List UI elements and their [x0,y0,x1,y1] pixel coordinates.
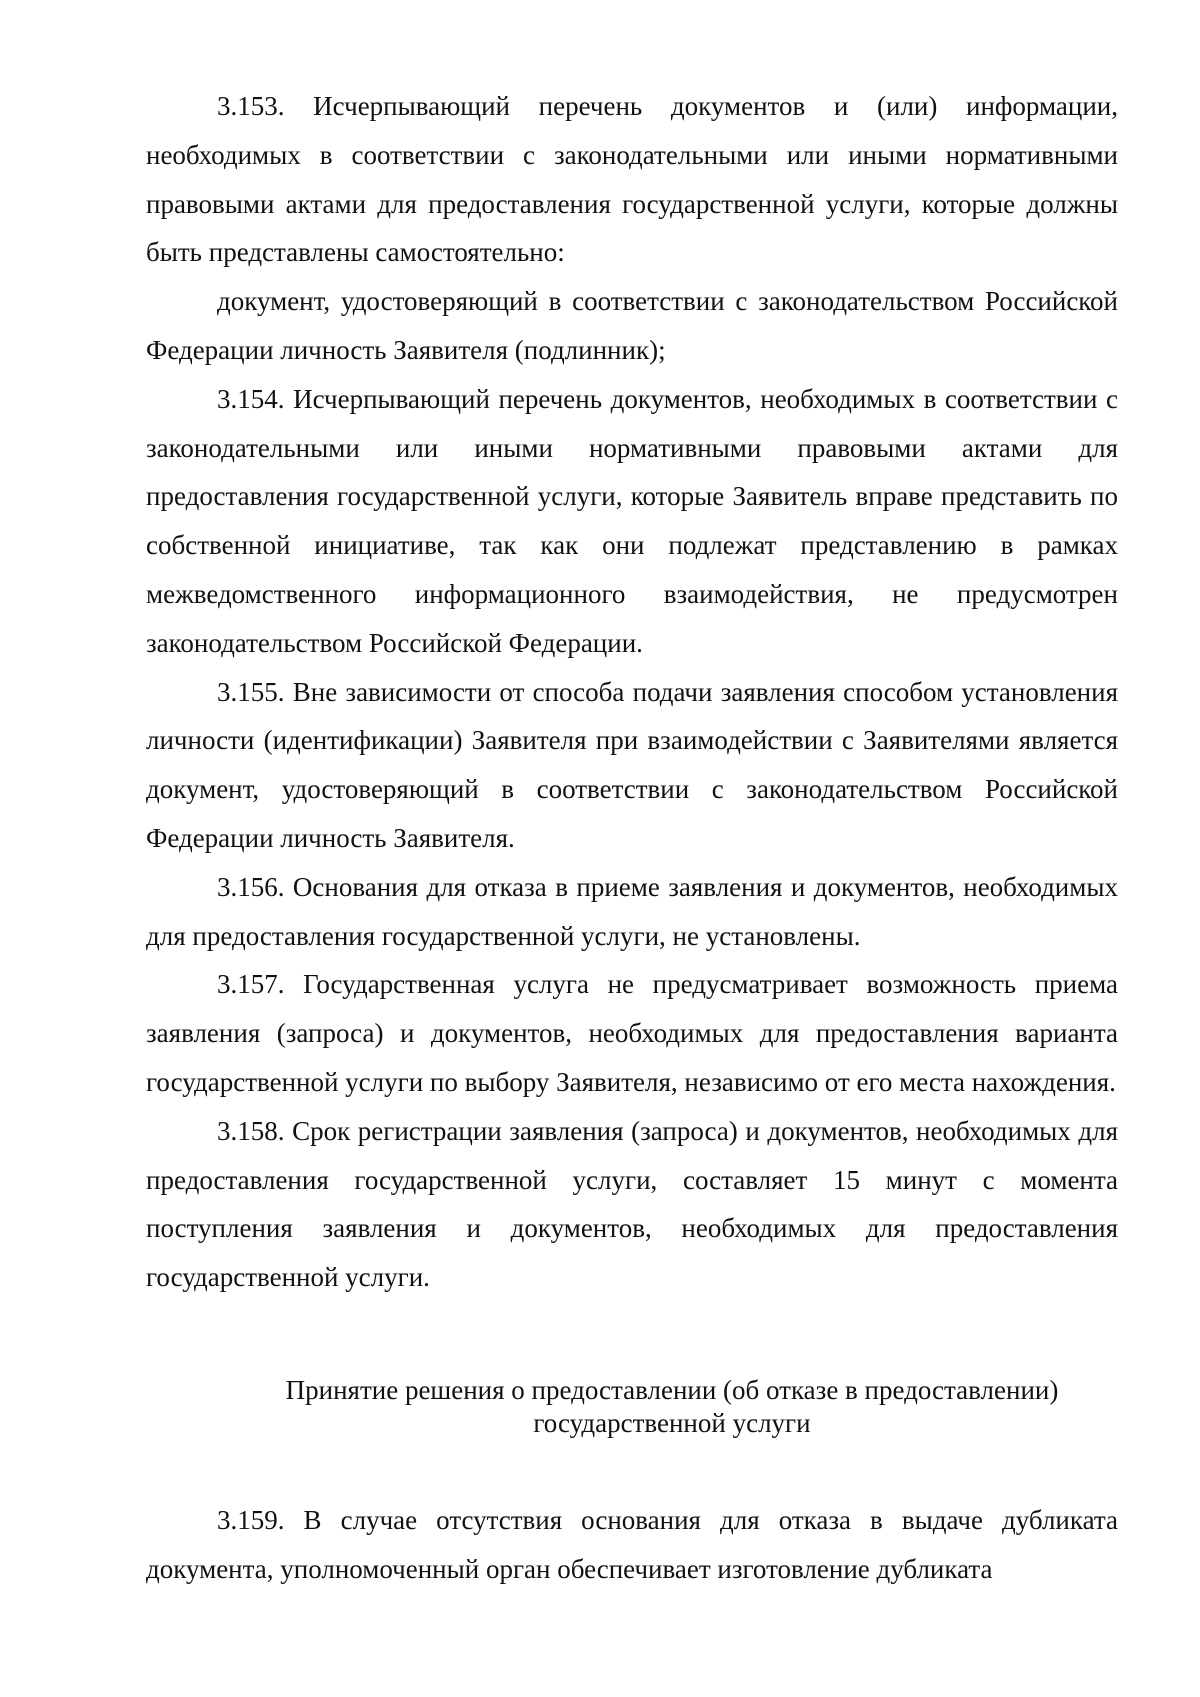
paragraph-3-159: 3.159. В случае отсутствия основания для отказа в выдаче дубликата документа, уполномоченный орган обеспечивает изготовление дубликата [146,1504,1118,1584]
paragraph-3-155: 3.155. Вне зависимости от способа подачи заявления способом установления личности (идентификации) Заявителя при взаимодействии с Заявителями является документ, удостоверяющий в соответствии с законодательством Российской Федерации личность Заявителя. [146,676,1118,853]
paragraph-3-154: 3.154. Исчерпывающий перечень документов, необходимых в соответствии с законодательными или иными нормативными правовыми актами для предоставления государственной услуги, которые Заявитель вправе представить по собственной инициативе, так как они подлежат представлению в рамках межведомственного информационного взаимодействия, не предусмотрен законодательством Российской Федерации. [146,383,1118,658]
paragraph-3-157: 3.157. Государственная услуга не предусматривает возможность приема заявления (запроса) и документов, необходимых для предоставления варианта государственной услуги по выбору Заявителя, независимо от его места нахождения. [146,969,1118,1097]
paragraph-identity-document: документ, удостоверяющий в соответствии с законодательством Российской Федерации личность Заявителя (подлинник); [146,286,1118,365]
paragraph-3-158: 3.158. Срок регистрации заявления (запроса) и документов, необходимых для предоставления государственной услуги, составляет 15 минут с момента поступления заявления и документов, необходимых для предоставления государственной услуги. [146,1115,1118,1293]
section-heading [146,1374,1118,1440]
section-heading-line-2: государственной услуги [533,1407,811,1438]
document-page [146,82,1118,1594]
section-heading-line-1: Принятие решения о предоставлении (об отказе в предоставлении) [285,1374,1059,1405]
paragraph-3-153: 3.153. Исчерпывающий перечень документов и (или) информации, необходимых в соответствии с законодательными или иными нормативными правовыми актами для предоставления государственной услуги, которые должны быть представлены самостоятельно: [146,91,1118,268]
paragraph-3-156: 3.156. Основания для отказа в приеме заявления и документов, необходимых для предоставления государственной услуги, не установлены. [146,871,1118,951]
